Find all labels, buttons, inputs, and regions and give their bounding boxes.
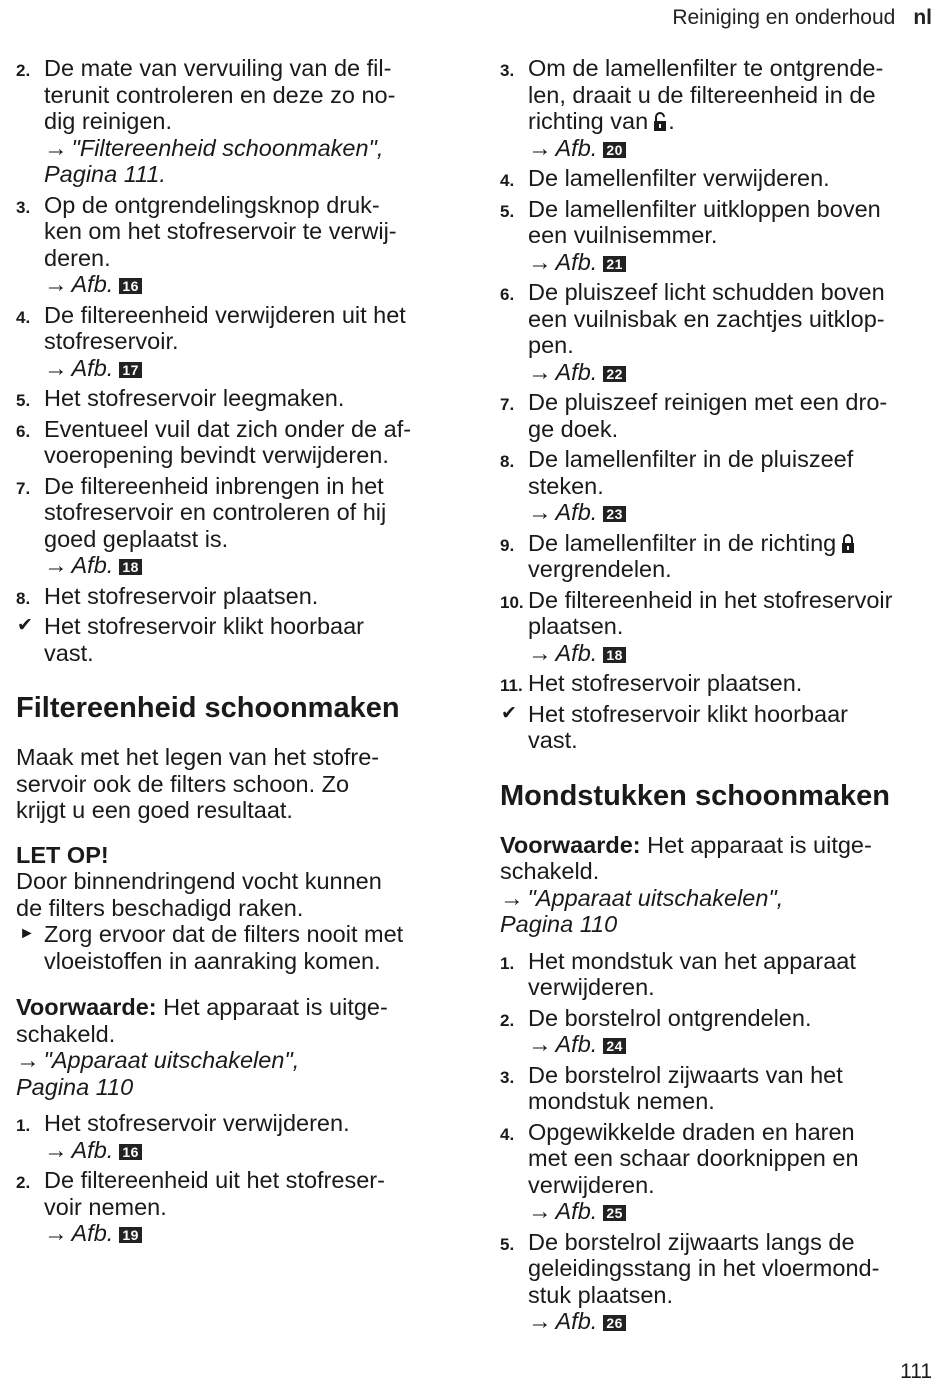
step-text: De lamellenfilter in de pluiszeef steken. [528,446,854,499]
figure-number-badge: 24 [603,1038,626,1054]
steps-list [16,1110,456,1247]
list-item [16,1167,456,1247]
requirement-label: Voorwaarde: [500,831,641,858]
arrow-icon: → [528,358,552,385]
figure-number-badge: 21 [603,256,626,272]
right-column [500,55,935,1339]
requirement-reference [500,885,935,938]
step-number: 2. [16,61,31,80]
list-item [500,587,935,667]
reference-text: Afb. [71,552,114,578]
reference-text: Afb. [555,248,598,275]
list-item [500,446,935,526]
running-header [672,6,932,30]
step-number: 3. [16,197,31,217]
figure-number-badge: 18 [119,559,142,575]
requirement-block [16,994,456,1100]
step-number: 1. [500,953,515,973]
reference-text: Afb. [71,1136,114,1163]
arrow-icon: → [500,884,524,911]
steps-list [500,55,935,697]
result-line [500,701,935,754]
notice-block [16,842,456,975]
requirement-ref-text: "Apparaat uitschakelen", Pagina 110 [16,1047,300,1100]
list-item [16,583,456,610]
step-text: Om de lamellenfilter te ontgrende- len, draait u de filtereenheid in de richting van [528,55,884,134]
reference-text: Afb. [555,1198,598,1224]
list-item [16,1110,456,1163]
intro-paragraph: Maak met het legen van het stofre- servoir ook de filters schoon. Zo krijgt u een goed resultaat. [16,744,380,823]
reference-text: Afb. [555,134,598,161]
requirement-text: Het apparaat is uitge- schakeld. [16,994,388,1047]
figure-reference [528,1198,935,1225]
step-number: 2. [16,1173,31,1192]
figure-number-badge: 26 [603,1315,626,1331]
figure-reference [44,355,456,382]
list-item [500,196,935,276]
step-number: 8. [500,452,515,471]
step-number: 4. [16,307,31,327]
list-item [500,389,935,442]
figure-number-badge: 18 [603,647,626,663]
step-text: Opgewikkelde draden en haren met een schaar doorknippen en verwijderen. [528,1118,859,1198]
step-number: 6. [500,285,515,304]
triangle-bullet-icon: ► [19,925,35,942]
list-item [500,948,935,1001]
step-text: De filtereenheid inbrengen in het stofreservoir en controleren of hij goed geplaatst is. [44,472,387,552]
list-item [500,1119,935,1225]
list-item [500,1062,935,1115]
arrow-icon: → [528,499,552,525]
requirement-block [500,832,935,938]
list-item [16,473,456,579]
figure-number-badge: 22 [603,366,626,382]
step-number: 11. [500,676,523,695]
arrow-icon: → [44,134,68,161]
steps-list [500,948,935,1335]
arrow-icon: → [528,1308,552,1334]
steps-list [16,55,456,609]
requirement-line [16,994,456,1047]
figure-reference [528,249,935,276]
requirement-ref-text: "Apparaat uitschakelen", Pagina 110 [500,884,784,937]
step-text: De pluiszeef reinigen met een dro- ge doek. [528,389,888,442]
figure-reference [44,135,456,188]
step-number: 8. [16,588,31,608]
step-text: De filtereenheid in het stofreservoir plaatsen. [528,586,893,639]
arrow-icon: → [44,1220,68,1246]
step-text: De pluiszeef licht schudden boven een vuilnisbak en zachtjes uitklop- pen. [528,279,885,358]
figure-number-badge: 25 [603,1205,626,1221]
step-number: 4. [500,1124,515,1144]
requirement-label: Voorwaarde: [16,994,157,1020]
arrow-icon: → [528,1031,552,1057]
checkmark-icon: ✔ [501,702,517,724]
result-line [16,613,456,666]
list-item [500,530,935,583]
figure-reference [528,135,935,162]
reference-text: Afb. [71,354,114,381]
list-item [16,385,456,412]
arrow-icon: → [528,134,552,161]
section-title: Reiniging en onderhoud [672,6,896,29]
arrow-icon: → [44,1136,68,1163]
step-number: 7. [500,395,515,414]
unlock-icon [652,112,668,132]
step-number: 5. [500,201,515,221]
list-item [500,1005,935,1058]
list-item [16,55,456,188]
reference-text: Afb. [555,1308,598,1334]
list-item [16,302,456,382]
step-text: Het stofreservoir plaatsen. [528,670,803,696]
result-text: Het stofreservoir klikt hoorbaar vast. [528,700,848,753]
step-number: 3. [500,1067,515,1087]
figure-reference [528,1031,935,1058]
list-item [16,416,456,469]
step-text: De filtereenheid verwijderen uit het stofreservoir. [44,301,406,354]
list-item [16,192,456,298]
section-heading: Filtereenheid schoonmaken [16,692,400,724]
notice-text: Door binnendringend vocht kunnen de filters beschadigd raken. [16,868,382,921]
reference-text: "Filtereenheid schoonmaken", Pagina 111. [44,134,384,187]
step-text: Eventueel vuil dat zich onder de af- voeropening bevindt verwijderen. [44,415,412,468]
step-text: De mate van vervuiling van de fil- terunit controleren en deze zo no- dig reinigen. [44,55,396,134]
figure-number-badge: 16 [119,278,142,294]
arrow-icon: → [44,552,68,578]
left-column [16,55,456,1251]
figure-number-badge: 20 [603,142,626,158]
arrow-icon: → [528,1198,552,1224]
step-text: Het stofreservoir leegmaken. [44,385,345,411]
checkmark-icon: ✔ [17,615,33,636]
step-text: Op de ontgrendelingsknop druk- ken om het stofreservoir te verwij- deren. [44,191,397,271]
requirement-text: Het apparaat is uitge- schakeld. [500,831,872,884]
step-number: 6. [16,421,31,441]
reference-text: Afb. [555,499,598,525]
result-text: Het stofreservoir klikt hoorbaar vast. [44,613,364,666]
figure-reference [528,640,935,667]
list-item [500,1229,935,1335]
reference-text: Afb. [71,1220,114,1246]
step-number: 7. [16,478,31,498]
list-item [500,165,935,192]
reference-text: Afb. [555,639,598,666]
step-number: 10. [500,592,524,612]
notice-bullet [16,921,456,974]
list-item [500,55,935,161]
step-text: Het stofreservoir plaatsen. [44,582,319,609]
step-number: 4. [500,171,515,190]
step-text-continued: vergrendelen. [528,556,672,582]
step-number: 5. [16,391,31,410]
step-number: 9. [500,535,515,555]
lock-icon [840,534,856,554]
step-text: De filtereenheid uit het stofreser- voir nemen. [44,1167,385,1220]
step-number: 5. [500,1234,515,1254]
figure-reference [528,1308,935,1335]
step-text-suffix: . [668,108,675,134]
list-item [500,670,935,697]
figure-reference [44,271,456,298]
reference-text: Afb. [71,271,114,297]
step-text: De lamellenfilter in de richting [528,529,837,556]
step-text: De borstelrol ontgrendelen. [528,1004,812,1031]
notice-bullet-text: Zorg ervoor dat de filters nooit met vloeistoffen in aanraking komen. [44,921,404,974]
figure-number-badge: 17 [119,362,142,378]
arrow-icon: → [16,1047,40,1073]
page-number: 111 [900,1360,932,1383]
figure-number-badge: 23 [603,506,626,522]
section-heading: Mondstukken schoonmaken [500,779,890,812]
figure-reference [528,359,935,386]
list-item [500,279,935,385]
arrow-icon: → [44,354,68,381]
step-text: Het mondstuk van het apparaat verwijderen. [528,947,856,1000]
figure-reference [528,499,935,526]
figure-reference [44,552,456,579]
language-code: nl [913,6,932,29]
requirement-line [500,832,935,885]
step-text: De borstelrol zijwaarts van het mondstuk nemen. [528,1061,843,1114]
step-text: Het stofreservoir verwijderen. [44,1110,350,1136]
figure-number-badge: 16 [119,1144,142,1160]
step-number: 1. [16,1116,31,1135]
figure-reference [44,1137,456,1164]
step-text: De lamellenfilter verwijderen. [528,165,830,191]
requirement-reference [16,1047,456,1100]
step-text: De lamellenfilter uitkloppen boven een vuilnisemmer. [528,195,881,248]
reference-text: Afb. [555,1031,598,1057]
figure-reference [44,1220,456,1247]
arrow-icon: → [528,639,552,666]
step-number: 3. [500,61,515,80]
step-number: 2. [500,1010,515,1030]
arrow-icon: → [528,248,552,275]
reference-text: Afb. [555,358,598,385]
arrow-icon: → [44,271,68,297]
step-text: De borstelrol zijwaarts langs de geleidingsstang in het vloermond- stuk plaatsen. [528,1228,880,1308]
figure-number-badge: 19 [119,1227,142,1243]
notice-title: LET OP! [16,841,109,868]
